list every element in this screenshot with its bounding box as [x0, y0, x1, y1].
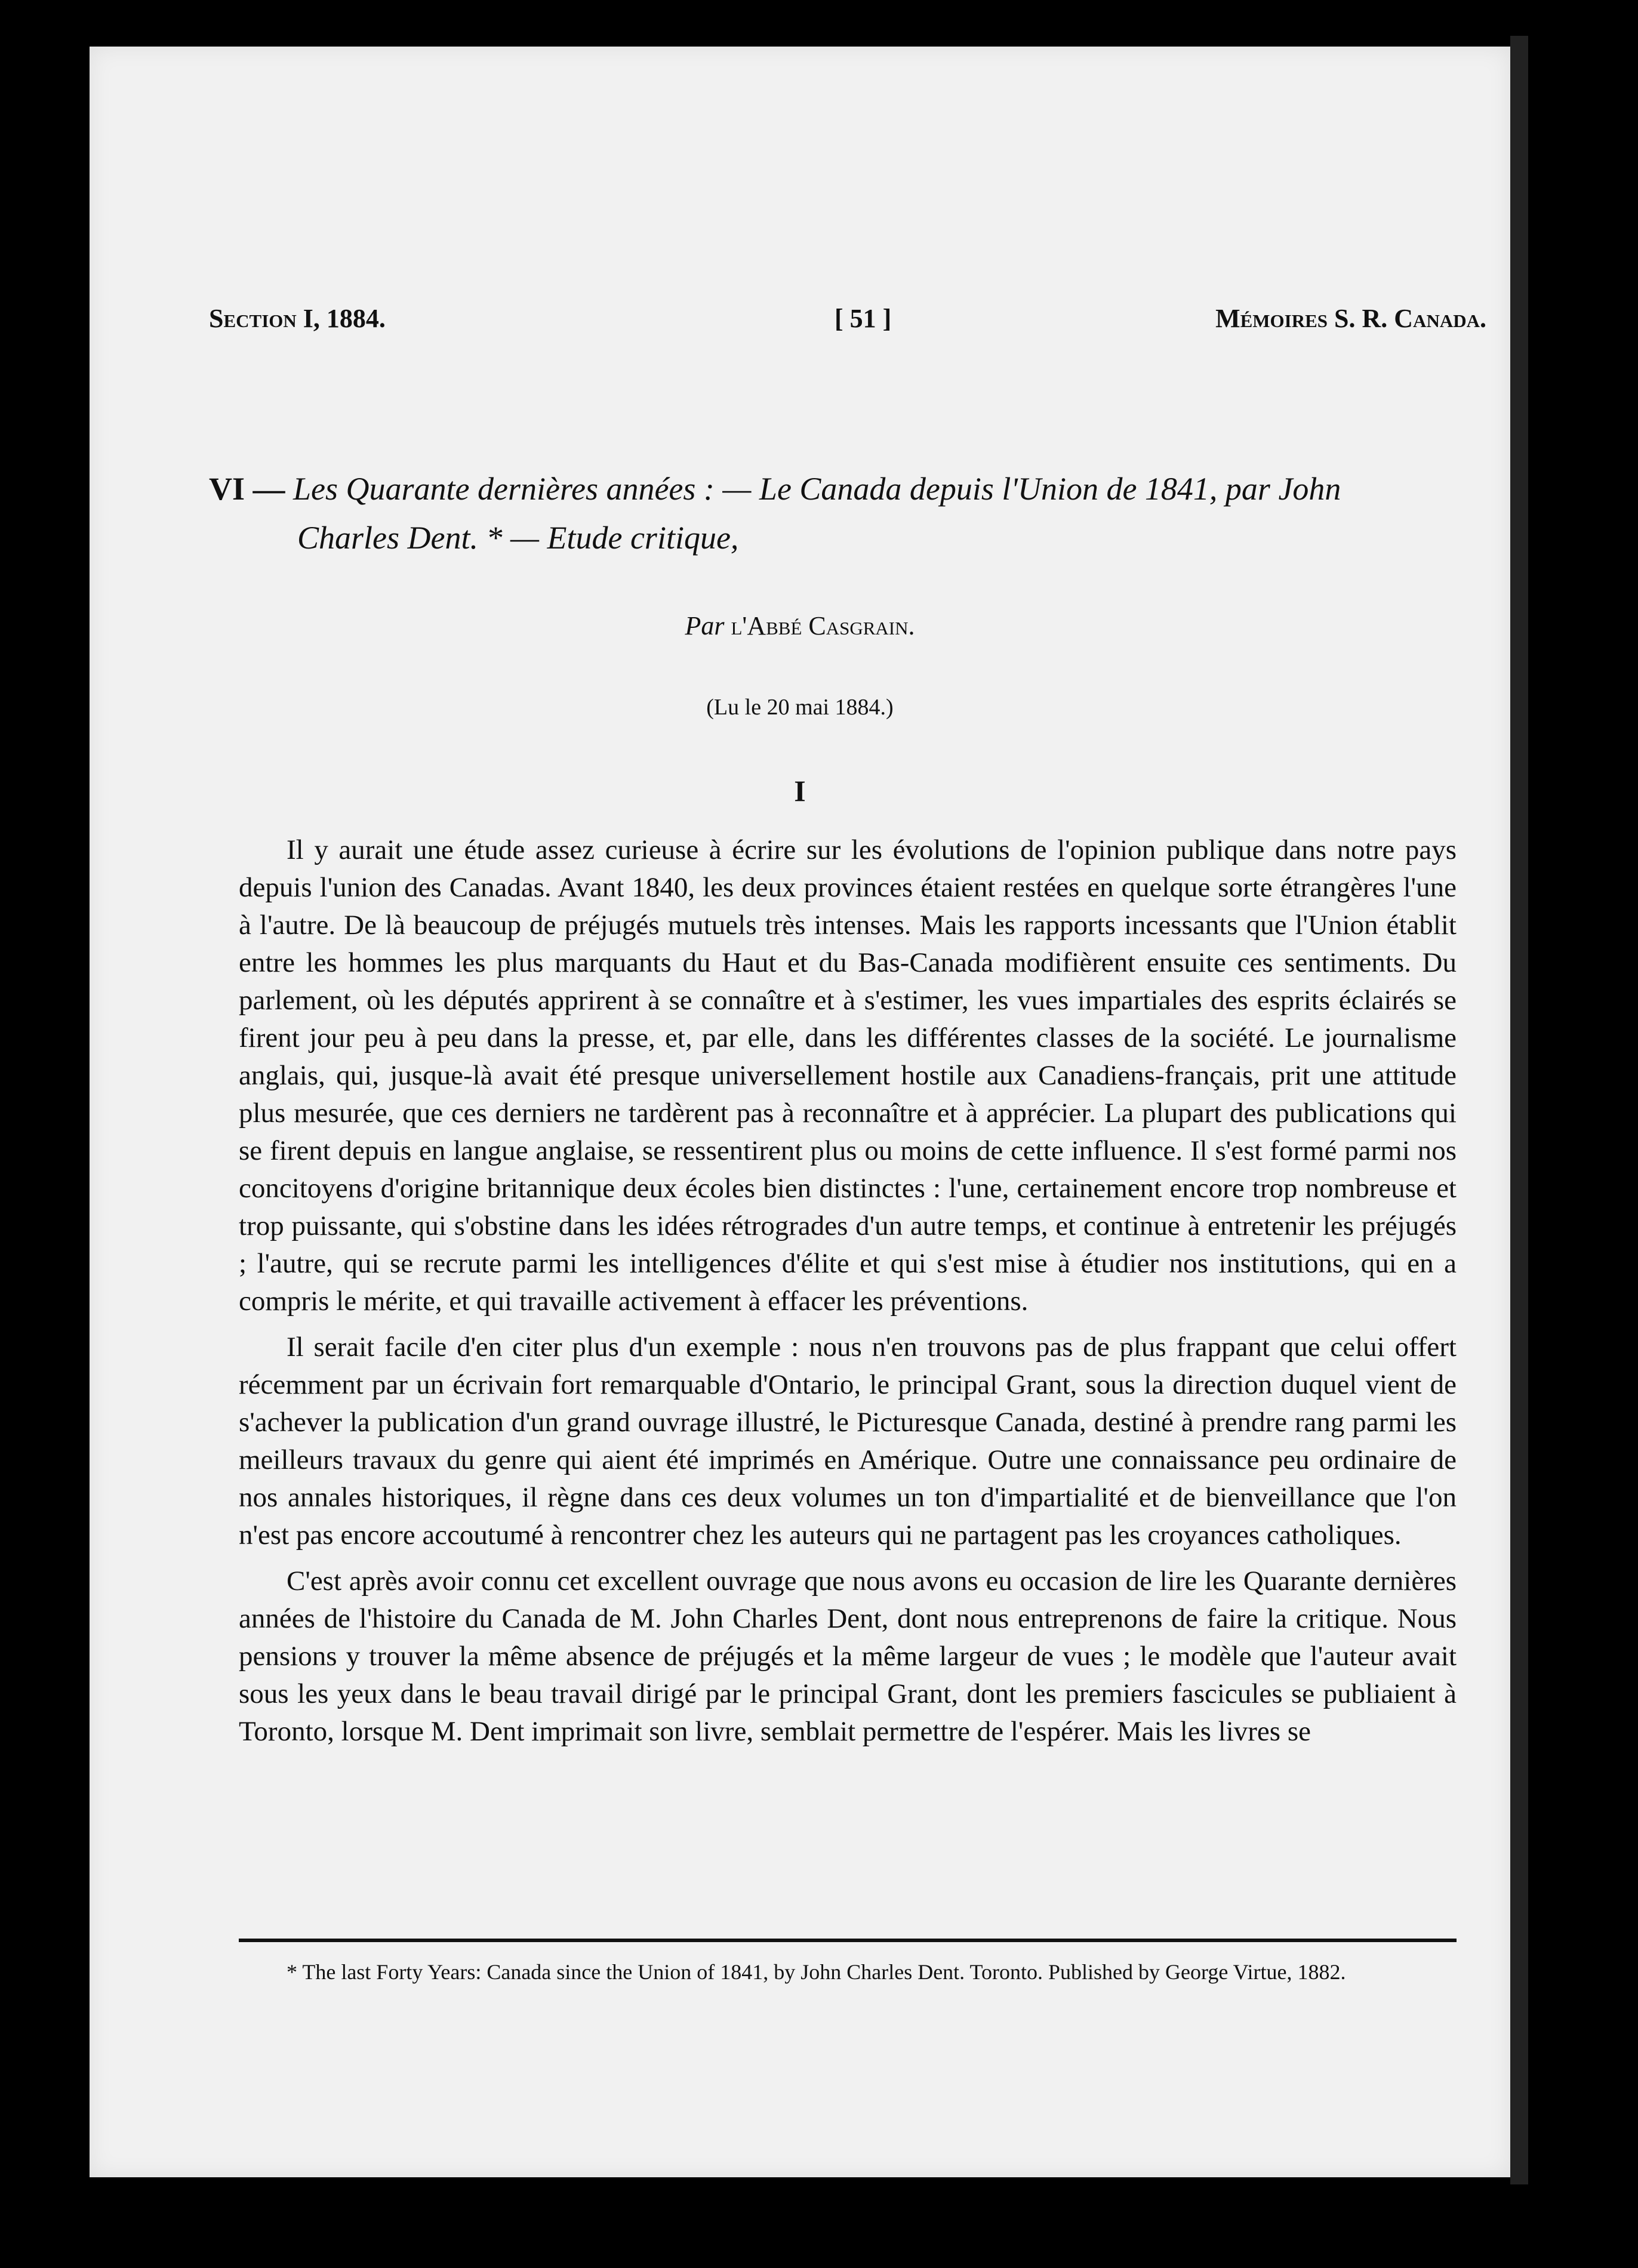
header-journal: Mémoires S. R. Canada. [1215, 304, 1486, 333]
page-edge-shadow [1510, 36, 1528, 2184]
section-numeral: I [794, 774, 806, 808]
title-line-1: Les Quarante dernières années : — Le Canada depuis l'Union de 1841, par John [293, 471, 1341, 507]
footnote-divider [239, 1939, 1457, 1942]
paragraph-1: Il y aurait une étude assez curieuse à écrire sur les évolutions de l'opinion publique dans notre pays depuis l'union des Canadas. Avant 1840, les deux provinces étaient restées en quelque sorte étrangères l'une à l'autre. De là beaucoup de préjugés mutuels très intenses. Mais les rapports incessants que l'Union établit entre les hommes les plus marquants du Haut et du Bas-Canada modifièrent ensuite ces sentiments. Du parlement, où les députés apprirent à se connaître et à s'estimer, les vues impartiales des esprits éclairés se firent jour peu à peu dans la presse, et, par elle, dans les différentes classes de la société. Le journalisme anglais, qui, jusque-là avait été presque universellement hostile aux Canadiens-français, prit une attitude plus mesurée, que ces derniers ne tardèrent pas à reconnaître et à apprécier. La plupart des publications qui se firent depuis en langue anglaise, se ressentirent plus ou moins de cette influence. Il s'est formé parmi nos concitoyens d'origine britannique deux écoles bien distinctes : l'une, certainement encore trop nombreuse et trop puissante, qui s'obstine dans les idées rétrogrades d'un autre temps, et continue à entretenir les préjugés ; l'autre, qui se recrute parmi les intelligences d'élite et qui s'est mise à étudier nos institutions, qui en a compris le mérite, et qui travaille activement à effacer les préventions. [239, 834, 1457, 1317]
title-line-2: Charles Dent. * — Etude critique, [297, 520, 739, 556]
paragraph-3: C'est après avoir connu cet excellent ouvrage que nous avons eu occasion de lire les Quarante dernières années de l'histoire du Canada de M. John Charles Dent, dont nous entreprenons de faire la critique. Nous pensions y trouver la même absence de préjugés et la même largeur de vues ; le modèle que l'auteur avait sous les yeux dans le beau travail dirigé par le principal Grant, dont les premiers fascicules se publiaient à Toronto, lorsque M. Dent imprimait son livre, semblait permettre de l'espérer. Mais les livres se [239, 1566, 1457, 1747]
dateline: (Lu le 20 mai 1884.) [706, 695, 894, 720]
footnote [239, 1956, 1457, 1987]
article-body [239, 831, 1457, 1759]
document-page [90, 47, 1510, 2177]
article-title [209, 464, 1486, 562]
footnote-text: * The last Forty Years: Canada since the Union of 1841, by John Charles Dent. Toronto. Published by George Virtue, 1882. [287, 1960, 1346, 1984]
byline [90, 611, 1510, 641]
header-section: Section I, 1884. [209, 304, 386, 333]
byline-author: l'Abbé Casgrain. [731, 611, 915, 640]
article-number: VI — [209, 471, 285, 507]
byline-prefix: Par [685, 611, 725, 640]
paragraph-2: Il serait facile d'en citer plus d'un exemple : nous n'en trouvons pas de plus frappant que celui offert récemment par un écrivain fort remarquable d'Ontario, le principal Grant, sous la direction duquel vient de s'achever la publication d'un grand ouvrage illustré, le Picturesque Canada, destiné à prendre rang parmi les meilleurs travaux du genre qui aient été imprimés en Amérique. Outre une connaissance peu ordinaire de nos annales historiques, il règne dans ces deux volumes un ton d'impartialité et de bienveillance que l'on n'est pas encore accoutumé à rencontrer chez les auteurs qui ne partagent pas les croyances catholiques. [239, 1332, 1457, 1551]
page-number: [ 51 ] [835, 304, 892, 333]
